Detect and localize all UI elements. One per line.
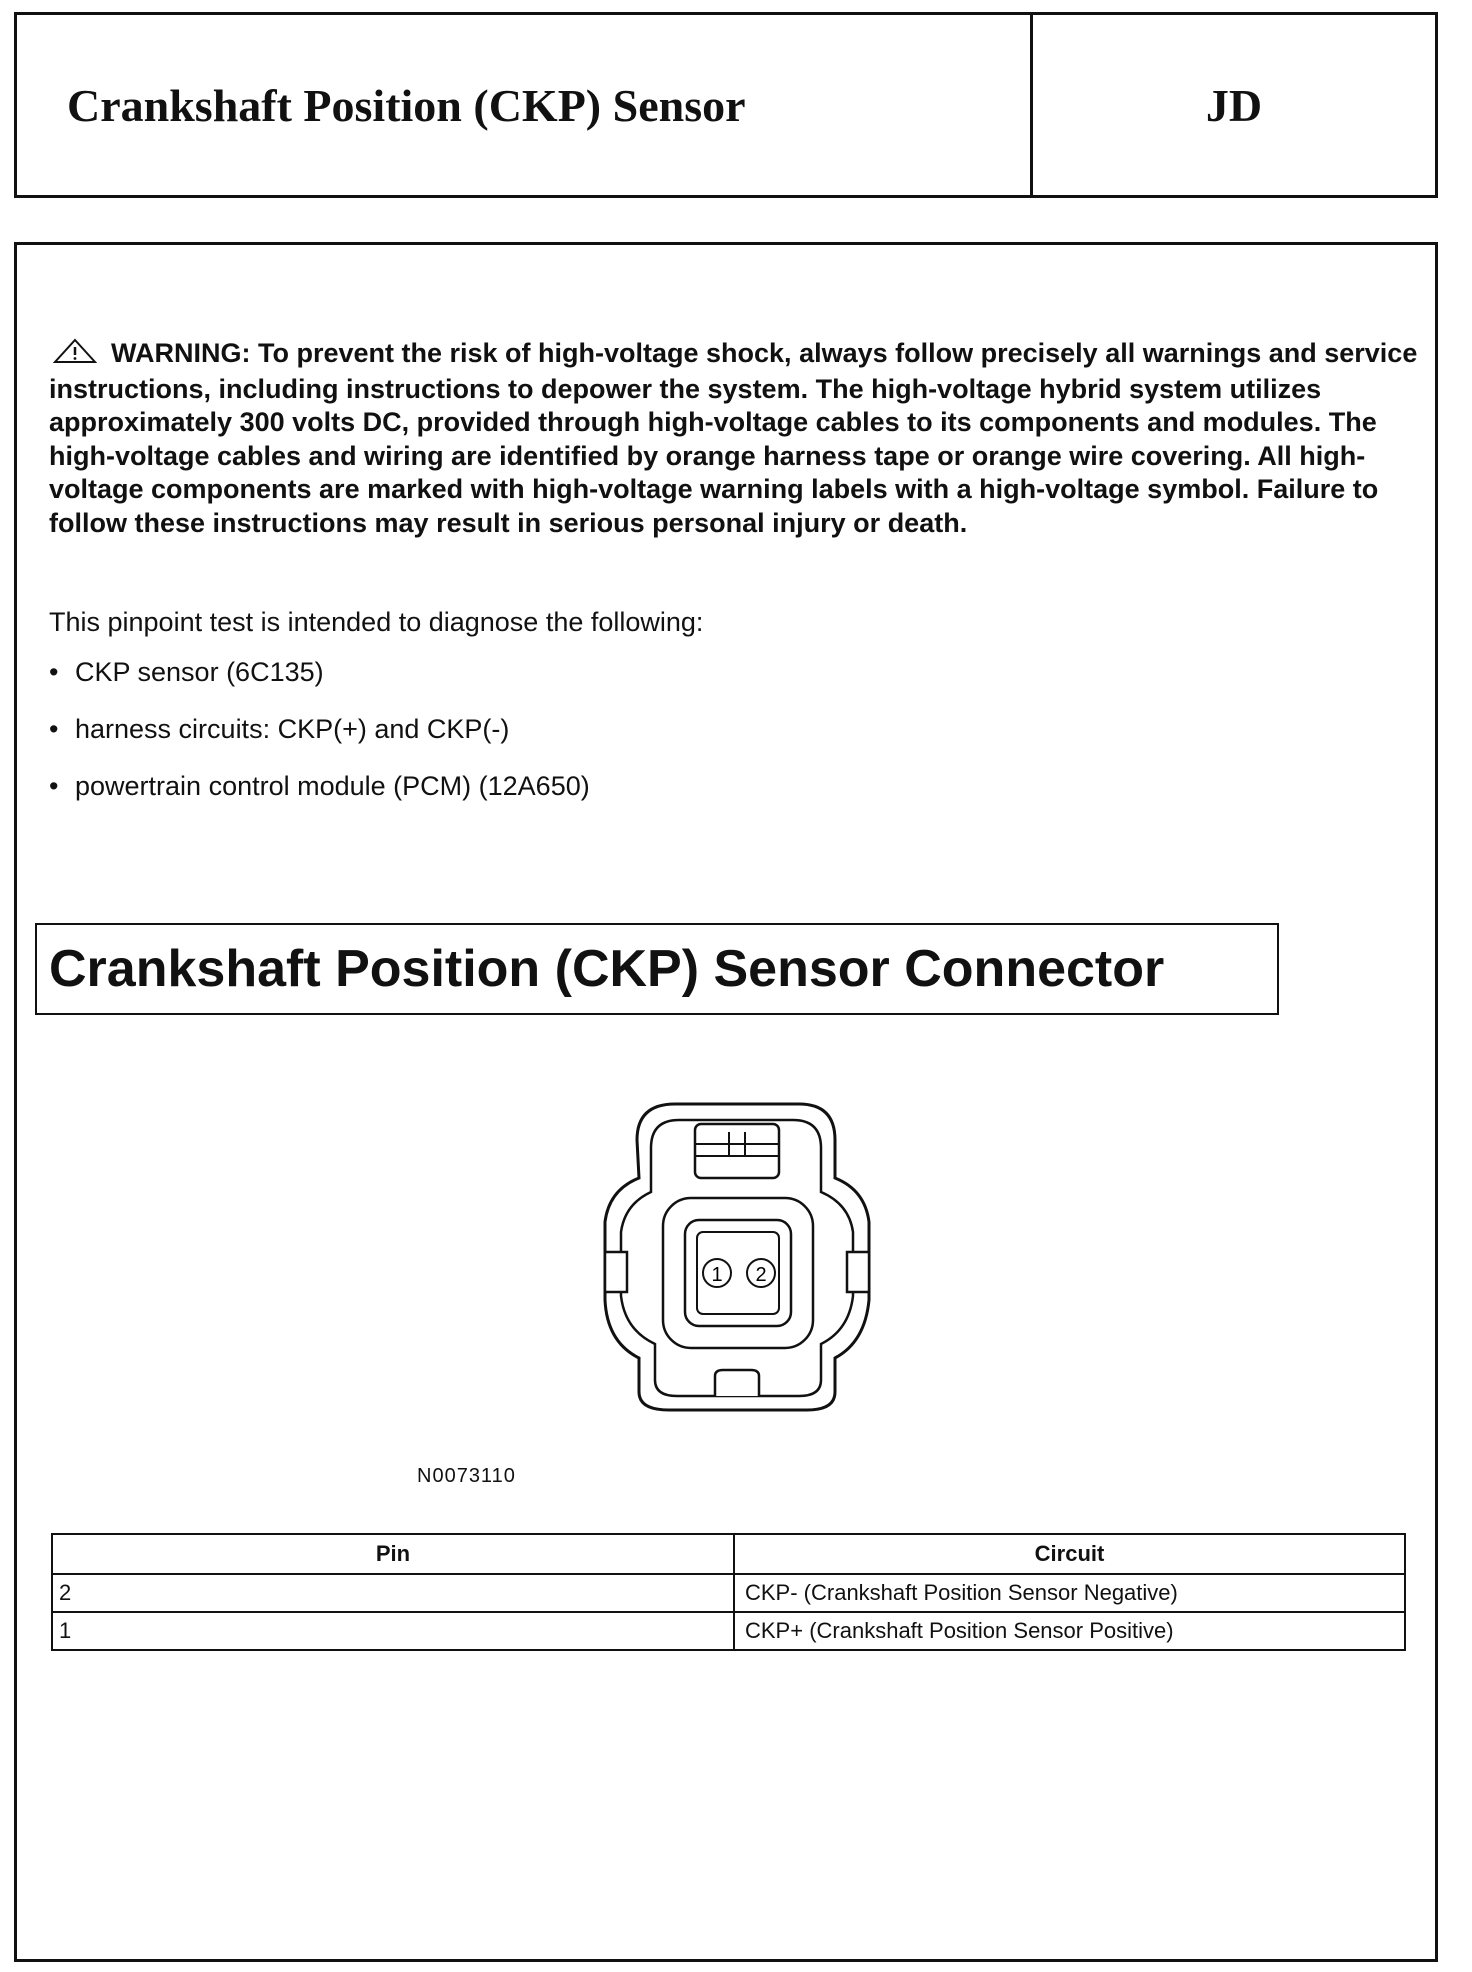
table-row — [52, 1574, 1405, 1612]
pin-table — [51, 1533, 1406, 1651]
page-title: Crankshaft Position (CKP) Sensor — [17, 15, 1033, 195]
header-box — [14, 12, 1438, 198]
circuit-column-header: Circuit — [734, 1534, 1405, 1574]
connector-housing-outer — [605, 1104, 869, 1410]
pin-cell: 1 — [52, 1612, 734, 1650]
warning-triangle-icon — [53, 338, 97, 373]
section-code: JD — [1205, 79, 1263, 131]
connector-tab-right — [847, 1252, 869, 1292]
table-header-row — [52, 1534, 1405, 1574]
list-item: • powertrain control module (PCM) (12A650) — [49, 771, 590, 801]
connector-heading: Crankshaft Position (CKP) Sensor Connector — [35, 923, 1279, 1015]
connector-key — [715, 1370, 759, 1396]
main-content — [14, 242, 1438, 1962]
connector-latch — [695, 1124, 779, 1178]
intro-text: This pinpoint test is intended to diagnose the following: — [49, 607, 704, 637]
connector-diagram — [567, 1080, 937, 1460]
table-row — [52, 1612, 1405, 1650]
connector-pin-face — [697, 1232, 779, 1314]
warning-text: WARNING: To prevent the risk of high-voltage shock, always follow precisely all warnings and service instructions, including instructions to depower the system. The high-voltage hybrid system utilizes approximately 300 volts DC, provided through high-voltage cables to its components and modules. The high-voltage cables and wiring are identified by orange harness tape or orange wire covering. All high-voltage components are marked with high-voltage warning labels with a high-voltage symbol. Failure to follow these instructions may result in serious personal injury or death. — [49, 338, 1418, 538]
pin-column-header: Pin — [52, 1534, 734, 1574]
figure-id: N0073110 — [417, 1465, 516, 1487]
warning-block — [49, 337, 1429, 540]
list-item: • harness circuits: CKP(+) and CKP(-) — [49, 714, 510, 744]
list-item: • CKP sensor (6C135) — [49, 657, 324, 687]
pin-cell: 2 — [52, 1574, 734, 1612]
connector-housing-inner — [621, 1120, 853, 1396]
pin-2-label: 2 — [755, 1264, 767, 1286]
circuit-cell: CKP+ (Crankshaft Position Sensor Positive) — [734, 1612, 1405, 1650]
connector-tab-left — [605, 1252, 627, 1292]
diagnosis-list — [49, 657, 590, 828]
pin-1-label: 1 — [711, 1264, 723, 1286]
circuit-cell: CKP- (Crankshaft Position Sensor Negative) — [734, 1574, 1405, 1612]
